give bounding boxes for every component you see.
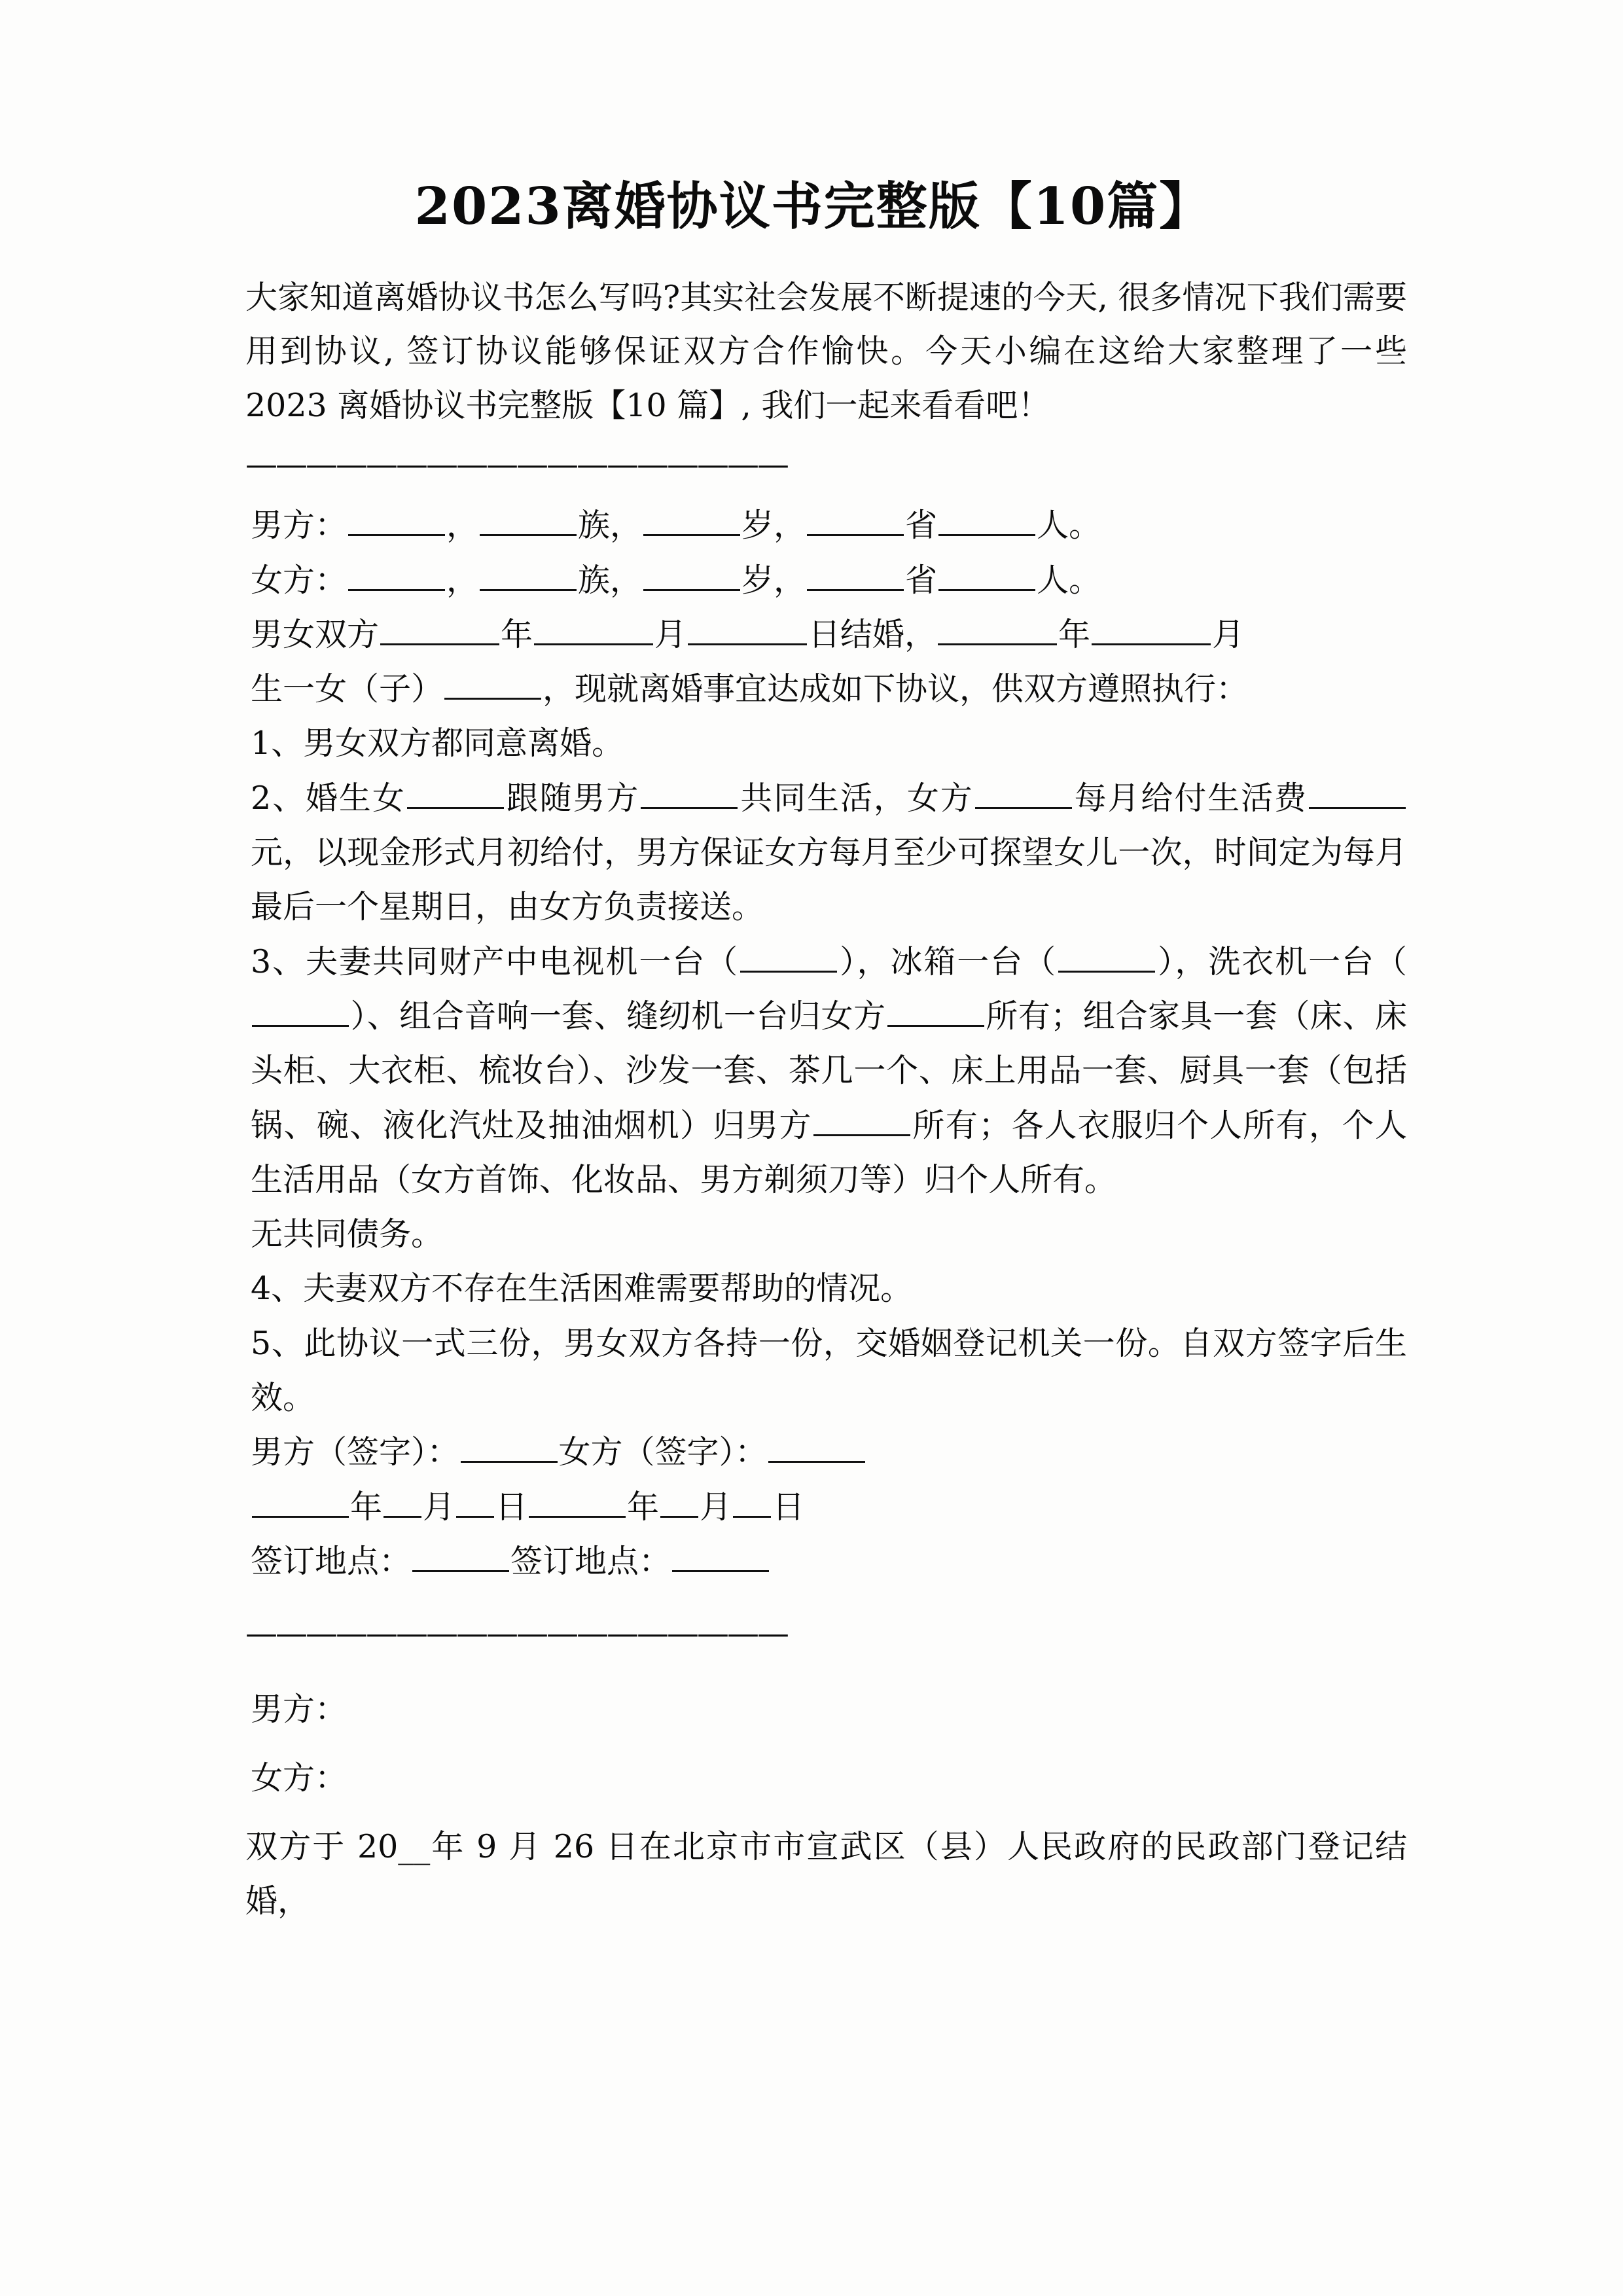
male-party-label: 男方： bbox=[251, 507, 348, 545]
male-age-blank[interactable] bbox=[643, 505, 740, 536]
clause2-part-e: 元，以现金形式月初给付，男方保证女方每月至少可探望女儿一次，时间定为每月最后一个星期日，由女方负责接送。 bbox=[251, 834, 1407, 926]
label-year-4: 年 bbox=[627, 1488, 660, 1526]
label-ethnicity-male: 族， bbox=[578, 507, 643, 545]
clause2-female-blank[interactable] bbox=[975, 778, 1072, 809]
signing-place-blank-1[interactable] bbox=[412, 1541, 509, 1572]
marriage-year-blank[interactable] bbox=[380, 614, 499, 645]
clause2-part-b: 跟随男方 bbox=[505, 779, 640, 817]
child-line-suffix: ，现就离婚事宜达成如下协议，供双方遵照执行： bbox=[543, 670, 1249, 708]
clause2-part-c: 共同生活，女方 bbox=[739, 779, 974, 817]
marriage-date-line bbox=[245, 607, 1407, 662]
female-party-line bbox=[245, 553, 1407, 607]
clause3-washer-blank[interactable] bbox=[252, 996, 349, 1027]
signing-place-blank-2[interactable] bbox=[672, 1541, 769, 1572]
female-ethnicity-blank[interactable] bbox=[480, 560, 577, 591]
marriage-day-blank[interactable] bbox=[688, 614, 807, 645]
clause-2 bbox=[245, 771, 1407, 935]
signature-date-line bbox=[245, 1480, 1407, 1534]
male-signature-label: 男方（签字）： bbox=[251, 1433, 459, 1471]
birth-month-blank[interactable] bbox=[1092, 614, 1211, 645]
female-age-blank[interactable] bbox=[643, 560, 740, 591]
signature-line bbox=[245, 1425, 1407, 1479]
female-signature-blank[interactable] bbox=[768, 1431, 865, 1463]
sep-comma-1: ， bbox=[446, 507, 479, 545]
clause-5: 5、此协议一式三份，男女双方各持一份，交婚姻登记机关一份。自双方签字后生效。 bbox=[251, 1324, 1407, 1417]
divider-bottom: —————————————————— bbox=[245, 1615, 787, 1653]
spacer-before-footer-paragraph bbox=[245, 1805, 1407, 1820]
clause3-part-e: 所有；组合家具一套（床、床头柜、大衣柜、梳妆台）、沙发一套、茶几一个、床上用品一套、厨具一套（包括锅、碗、液化汽灶及抽油烟机）归男方 bbox=[251, 997, 1407, 1144]
signing-place-label-2: 签订地点： bbox=[510, 1542, 671, 1580]
clause-3 bbox=[245, 935, 1407, 1207]
footer-paragraph: 双方于 20__年 9 月 26 日在北京市市宣武区（县）人民政府的民政部门登记结婚， bbox=[245, 1828, 1407, 1920]
label-month-3: 月 bbox=[423, 1488, 455, 1526]
female-city-blank[interactable] bbox=[938, 560, 1035, 591]
female-sign-month-blank[interactable] bbox=[660, 1486, 698, 1518]
birth-year-blank[interactable] bbox=[938, 614, 1057, 645]
label-person-male: 人。 bbox=[1037, 507, 1101, 545]
clause3-part-f: 所有；各人衣服归个人所有，个人生活用品（女方首饰、化妆品、男方剃须刀等）归个人所有。 bbox=[251, 1106, 1407, 1198]
footer-female-label: 女方： bbox=[251, 1759, 348, 1797]
child-name-blank[interactable] bbox=[444, 668, 541, 700]
clause-4: 4、夫妻双方不存在生活困难需要帮助的情况。 bbox=[251, 1270, 913, 1308]
label-province-male: 省 bbox=[905, 507, 938, 545]
spacer-after-divider bbox=[245, 1668, 1407, 1682]
spacer-before-divider bbox=[245, 1588, 1407, 1603]
male-signature-blank[interactable] bbox=[461, 1431, 558, 1463]
spacer-between-footer-labels bbox=[245, 1736, 1407, 1751]
female-party-label: 女方： bbox=[251, 561, 348, 599]
clause2-child-blank[interactable] bbox=[407, 778, 504, 809]
marriage-month-blank[interactable] bbox=[534, 614, 653, 645]
male-name-blank[interactable] bbox=[348, 505, 445, 536]
clause2-male-blank[interactable] bbox=[641, 778, 738, 809]
footer-male-label: 男方： bbox=[251, 1690, 348, 1728]
label-age-female: 岁， bbox=[741, 561, 806, 599]
female-province-blank[interactable] bbox=[807, 560, 904, 591]
male-sign-month-blank[interactable] bbox=[383, 1486, 421, 1518]
child-line-prefix: 生一女（子） bbox=[251, 670, 444, 708]
label-month-1: 月 bbox=[654, 615, 687, 653]
label-month-2: 月 bbox=[1212, 615, 1245, 653]
label-day-1: 日结婚， bbox=[808, 615, 937, 653]
label-province-female: 省 bbox=[905, 561, 938, 599]
signing-place-line bbox=[245, 1534, 1407, 1588]
clause3-fridge-blank[interactable] bbox=[1058, 941, 1155, 973]
male-sign-day-blank[interactable] bbox=[456, 1486, 494, 1518]
male-province-blank[interactable] bbox=[807, 505, 904, 536]
clause3-part-a: 3、夫妻共同财产中电视机一台（ bbox=[251, 942, 740, 980]
label-year-1: 年 bbox=[501, 615, 533, 653]
label-ethnicity-female: 族， bbox=[578, 561, 643, 599]
intro-paragraph: 大家知道离婚协议书怎么写吗?其实社会发展不断提速的今天, 很多情况下我们需要用到协议, 签订协议能够保证双方合作愉快。今天小编在这给大家整理了一些 2023 离婚协议书完整版【10 篇】, 我们一起来看看吧！ bbox=[245, 279, 1407, 424]
male-sign-year-blank[interactable] bbox=[252, 1486, 349, 1518]
clause3-part-d: ）、组合音响一套、缝纫机一台归女方 bbox=[350, 997, 886, 1035]
clause3-tv-blank[interactable] bbox=[740, 941, 837, 973]
child-line bbox=[245, 662, 1407, 716]
clause2-part-d: 每月给付生活费 bbox=[1073, 779, 1308, 817]
label-year-3: 年 bbox=[350, 1488, 383, 1526]
label-person-female: 人。 bbox=[1037, 561, 1101, 599]
clause-3-debt: 无共同债务。 bbox=[251, 1215, 444, 1253]
clause2-part-a: 2、婚生女 bbox=[251, 779, 406, 817]
female-signature-label: 女方（签字）： bbox=[558, 1433, 768, 1471]
divider-top: —————————————————— bbox=[245, 445, 787, 483]
female-name-blank[interactable] bbox=[348, 560, 445, 591]
label-day-char-2: 日 bbox=[772, 1488, 805, 1526]
female-sign-year-blank[interactable] bbox=[529, 1486, 626, 1518]
signing-place-label-1: 签订地点： bbox=[251, 1542, 412, 1580]
male-ethnicity-blank[interactable] bbox=[480, 505, 577, 536]
label-day-char-1: 日 bbox=[495, 1488, 528, 1526]
clause2-amount-blank[interactable] bbox=[1309, 778, 1406, 809]
clause3-female-owner-blank[interactable] bbox=[887, 996, 984, 1027]
clause3-male-owner-blank[interactable] bbox=[813, 1104, 910, 1136]
label-age-male: 岁， bbox=[741, 507, 806, 545]
male-city-blank[interactable] bbox=[938, 505, 1035, 536]
male-party-line bbox=[245, 498, 1407, 552]
label-year-2: 年 bbox=[1058, 615, 1091, 653]
page-title: 2023离婚协议书完整版【10篇】 bbox=[414, 177, 1212, 236]
clause-1: 1、男女双方都同意离婚。 bbox=[251, 725, 624, 762]
clause3-part-c: ），洗衣机一台（ bbox=[1156, 942, 1407, 980]
sep-comma-2: ， bbox=[446, 561, 479, 599]
female-sign-day-blank[interactable] bbox=[733, 1486, 771, 1518]
marriage-line-prefix: 男女双方 bbox=[251, 615, 380, 653]
label-month-4: 月 bbox=[700, 1488, 732, 1526]
clause3-part-b: ），冰箱一台（ bbox=[838, 942, 1058, 980]
